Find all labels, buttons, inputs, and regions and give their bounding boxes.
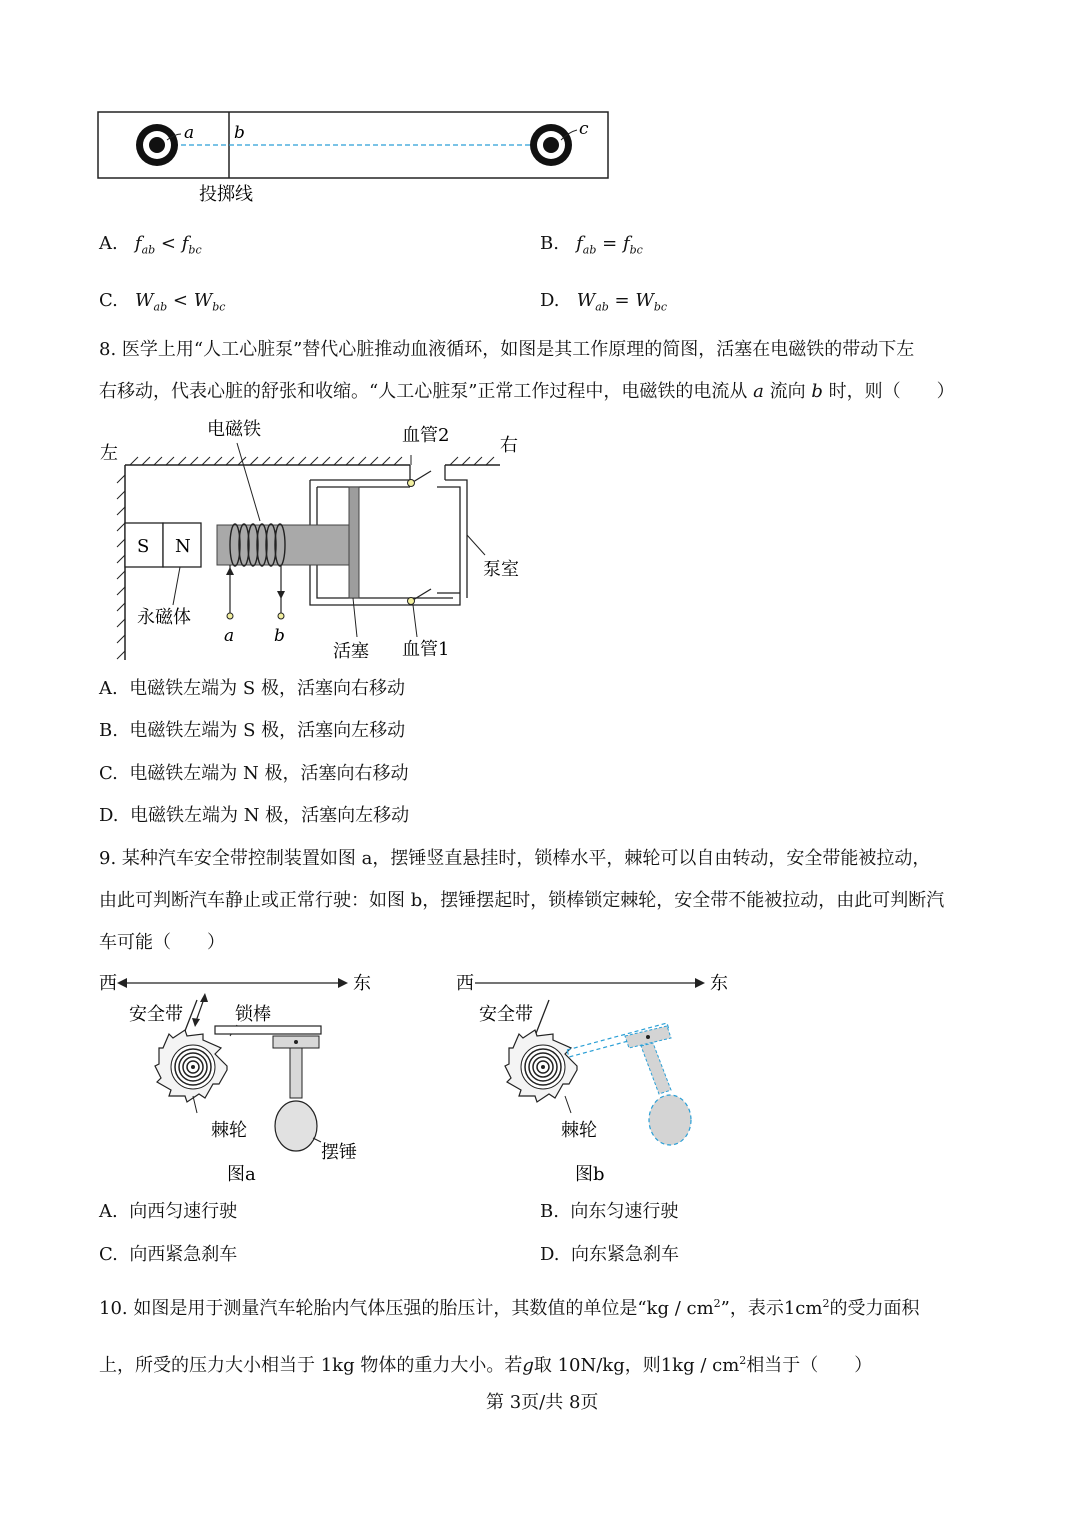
q10-stem-line2: 上，所受的压力大小相当于 1kg 物体的重力大小。若g取 10N/kg，则$1kg / cm^2$相当于（ ） <box>99 1354 873 1376</box>
label-piston: 活塞 <box>333 641 369 662</box>
q9-option-b[interactable]: B. 向东匀速行驶 <box>540 1201 679 1222</box>
q7-option-c[interactable]: C. $W_{ab} < W_{bc}$ <box>99 290 226 314</box>
label-vessel1: 血管1 <box>402 639 450 660</box>
label-a: a <box>184 123 195 143</box>
west-label: 西 <box>99 973 117 994</box>
terminal-a: a <box>224 626 235 646</box>
pendulum-icon-b <box>625 1026 691 1145</box>
pole-n: N <box>175 536 191 557</box>
east-label-b: 东 <box>710 973 728 994</box>
target-a-icon <box>136 124 178 166</box>
q7-option-d[interactable]: D. $W_{ab} = W_{bc}$ <box>540 290 668 314</box>
label-right: 右 <box>500 435 518 456</box>
q8-option-a[interactable]: A. 电磁铁左端为 S 极，活塞向右移动 <box>99 678 405 699</box>
q7-figure <box>95 108 615 208</box>
label-c: c <box>579 119 589 139</box>
caption-b: 图b <box>575 1164 605 1185</box>
pendulum-icon <box>273 1036 319 1151</box>
q10-stem-line1: 10. 如图是用于测量汽车轮胎内气体压强的胎压计，其数值的单位是“kg / $cm^2$”，表示$1cm^2$的受力面积 <box>99 1297 920 1319</box>
q8-option-d[interactable]: D. 电磁铁左端为 N 极，活塞向左移动 <box>99 805 410 826</box>
q9-stem-line1: 9. 某种汽车安全带控制装置如图 a，摆锤竖直悬挂时，锁棒水平，棘轮可以自由转动，安全带能被拉动， <box>99 848 931 869</box>
q7-option-b[interactable]: B. $f_{ab} = f_{bc}$ <box>540 233 643 257</box>
pole-s: S <box>137 536 150 557</box>
ratchet-icon-b <box>505 1030 577 1102</box>
q9-stem-line2: 由此可判断汽车静止或正常行驶：如图 b，摆锤摆起时，锁棒锁定棘轮，安全带不能被拉动，由此可判断汽 <box>99 890 945 911</box>
label-magnet: 永磁体 <box>137 607 191 628</box>
q9-option-c[interactable]: C. 向西紧急刹车 <box>99 1244 238 1265</box>
west-label-b: 西 <box>456 973 474 994</box>
q8-option-c[interactable]: C. 电磁铁左端为 N 极，活塞向右移动 <box>99 763 409 784</box>
pendulum-label: 摆锤 <box>321 1142 357 1163</box>
q9-option-d[interactable]: D. 向东紧急刹车 <box>540 1244 679 1265</box>
q8-figure <box>95 415 545 670</box>
q9-stem-line3: 车可能（ ） <box>99 932 225 953</box>
belt-label: 安全带 <box>129 1004 183 1025</box>
label-pump-chamber: 泵室 <box>483 559 519 580</box>
label-left: 左 <box>100 443 118 464</box>
label-electromagnet: 电磁铁 <box>207 419 261 440</box>
ratchet-icon <box>155 1030 227 1102</box>
ratchet-label-b: 棘轮 <box>561 1120 597 1141</box>
target-c-icon <box>530 124 572 166</box>
east-label: 东 <box>353 973 371 994</box>
q8-stem-line1: 8. 医学上用“人工心脏泵”替代心脏推动血液循环，如图是其工作原理的简图，活塞在电磁铁的带动下左 <box>99 339 915 360</box>
throw-line-caption: 投掷线 <box>199 184 253 205</box>
terminal-b: b <box>274 626 285 646</box>
label-vessel2: 血管2 <box>402 425 450 446</box>
lock-rod-label: 锁棒 <box>235 1004 271 1025</box>
ratchet-label: 棘轮 <box>211 1120 247 1141</box>
page-number: 第 3页/共 8页 <box>486 1392 599 1413</box>
q9-figure-b <box>445 966 745 1186</box>
q8-option-b[interactable]: B. 电磁铁左端为 S 极，活塞向左移动 <box>99 720 406 741</box>
caption-a: 图a <box>227 1164 256 1185</box>
q8-stem-line2: 右移动，代表心脏的舒张和收缩。“人工心脏泵”正常工作过程中，电磁铁的电流从 a 流向 b 时，则（ ） <box>99 381 955 402</box>
q9-figure-a <box>95 966 395 1186</box>
label-b: b <box>234 123 245 143</box>
q9-option-a[interactable]: A. 向西匀速行驶 <box>99 1201 238 1222</box>
belt-label-b: 安全带 <box>479 1004 533 1025</box>
q7-option-a[interactable]: A. $f_{ab} < f_{bc}$ <box>99 233 202 257</box>
